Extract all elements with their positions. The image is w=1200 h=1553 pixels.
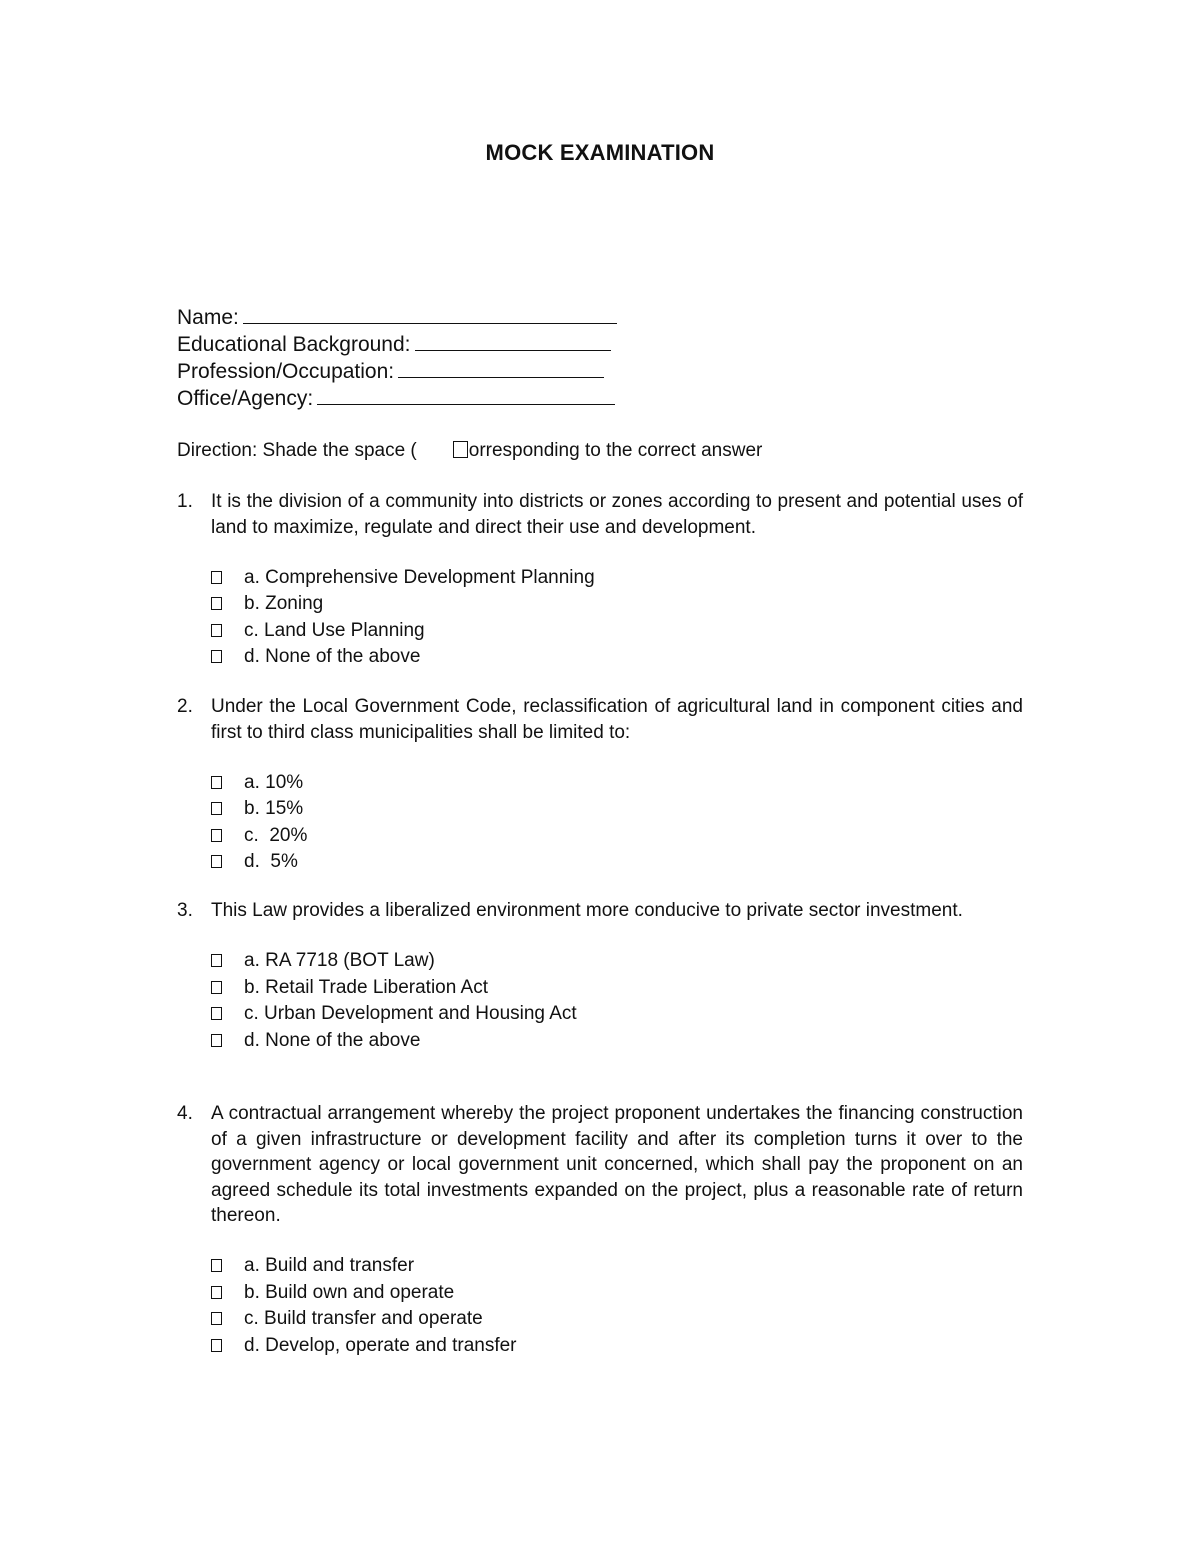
- option-b[interactable]: [211, 591, 1023, 618]
- checkbox-icon[interactable]: [211, 650, 222, 663]
- name-label: Name:: [177, 306, 239, 329]
- checkbox-icon[interactable]: [211, 624, 222, 637]
- option-c[interactable]: [211, 822, 1023, 849]
- checkbox-icon[interactable]: [211, 802, 222, 815]
- option-label: c. Build transfer and operate: [244, 1308, 483, 1329]
- option-a[interactable]: [211, 1253, 1023, 1280]
- checkbox-icon[interactable]: [211, 1339, 222, 1352]
- question-text: This Law provides a liberalized environment more conducive to private sector investment.: [211, 900, 963, 921]
- direction-prefix: Direction: Shade the space (: [177, 440, 417, 461]
- option-label: d. None of the above: [244, 1029, 421, 1051]
- question-number: 3.: [177, 900, 193, 921]
- option-label: d. Develop, operate and transfer: [244, 1334, 517, 1356]
- option-a[interactable]: [211, 564, 1023, 591]
- question-1: [177, 489, 1023, 670]
- checkbox-icon[interactable]: [211, 776, 222, 789]
- option-label: c. Land Use Planning: [244, 619, 425, 641]
- option-d[interactable]: [211, 1027, 1023, 1054]
- option-label: d. 5%: [244, 851, 298, 872]
- name-field-row: [177, 304, 617, 331]
- option-label: b. Zoning: [244, 593, 324, 614]
- checkbox-icon[interactable]: [211, 1312, 222, 1325]
- question-number: 1.: [177, 491, 193, 512]
- question-text: Under the Local Government Code, reclassification of agricultural land in component cities and first to third class municipalities shall be limited to:: [211, 696, 1023, 743]
- option-label: a. 10%: [244, 771, 304, 793]
- education-field-row: [177, 331, 617, 358]
- option-label: c. 20%: [244, 824, 308, 846]
- education-label: Educational Background:: [177, 333, 411, 356]
- respondent-info-fields: [177, 304, 617, 412]
- direction-suffix: orresponding to the correct answer: [468, 440, 763, 461]
- option-d[interactable]: [211, 644, 1023, 671]
- question-4: [177, 1101, 1023, 1359]
- checkbox-icon[interactable]: [211, 571, 222, 584]
- option-label: a. RA 7718 (BOT Law): [244, 950, 435, 971]
- option-d[interactable]: [211, 849, 1023, 876]
- profession-label: Profession/Occupation:: [177, 360, 395, 383]
- option-b[interactable]: [211, 974, 1023, 1001]
- office-blank[interactable]: [317, 385, 615, 405]
- option-label: c. Urban Development and Housing Act: [244, 1003, 577, 1024]
- option-list: [211, 948, 1023, 1054]
- name-blank[interactable]: [243, 304, 617, 324]
- question-number: 2.: [177, 696, 193, 717]
- option-label: b. Build own and operate: [244, 1281, 455, 1303]
- option-label: a. Build and transfer: [244, 1255, 415, 1276]
- profession-blank[interactable]: [398, 358, 604, 378]
- option-label: b. Retail Trade Liberation Act: [244, 976, 488, 998]
- option-label: d. None of the above: [244, 646, 421, 667]
- option-list: [211, 564, 1023, 670]
- option-c[interactable]: [211, 1001, 1023, 1028]
- option-a[interactable]: [211, 769, 1023, 796]
- checkbox-icon[interactable]: [211, 1259, 222, 1272]
- checkbox-icon[interactable]: [211, 597, 222, 610]
- shade-box-icon: [453, 441, 468, 458]
- question-3: [177, 898, 1023, 1054]
- option-c[interactable]: [211, 617, 1023, 644]
- page-title: MOCK EXAMINATION: [485, 140, 715, 165]
- office-field-row: [177, 385, 617, 412]
- direction-line: [177, 440, 762, 462]
- option-c[interactable]: [211, 1306, 1023, 1333]
- option-list: [211, 769, 1023, 875]
- office-label: Office/Agency:: [177, 387, 314, 410]
- profession-field-row: [177, 358, 617, 385]
- checkbox-icon[interactable]: [211, 981, 222, 994]
- education-blank[interactable]: [415, 331, 611, 351]
- option-list: [211, 1253, 1023, 1359]
- question-2: [177, 694, 1023, 875]
- question-text: It is the division of a community into districts or zones according to present and potential uses of land to maximize, regulate and direct their use and development.: [211, 491, 1023, 538]
- option-a[interactable]: [211, 948, 1023, 975]
- option-label: b. 15%: [244, 798, 304, 819]
- option-label: a. Comprehensive Development Planning: [244, 566, 595, 588]
- question-text: A contractual arrangement whereby the project proponent undertakes the financing construction of a given infrastructure or development facility and after its completion turns it over to the government agency or local government unit concerned, which shall pay the proponent on an agreed schedule its total investments expanded on the project, plus a reasonable rate of return thereon.: [211, 1103, 1023, 1226]
- checkbox-icon[interactable]: [211, 1286, 222, 1299]
- option-b[interactable]: [211, 796, 1023, 823]
- checkbox-icon[interactable]: [211, 954, 222, 967]
- checkbox-icon[interactable]: [211, 829, 222, 842]
- option-b[interactable]: [211, 1279, 1023, 1306]
- question-number: 4.: [177, 1103, 193, 1124]
- checkbox-icon[interactable]: [211, 1007, 222, 1020]
- option-d[interactable]: [211, 1332, 1023, 1359]
- checkbox-icon[interactable]: [211, 1034, 222, 1047]
- checkbox-icon[interactable]: [211, 855, 222, 868]
